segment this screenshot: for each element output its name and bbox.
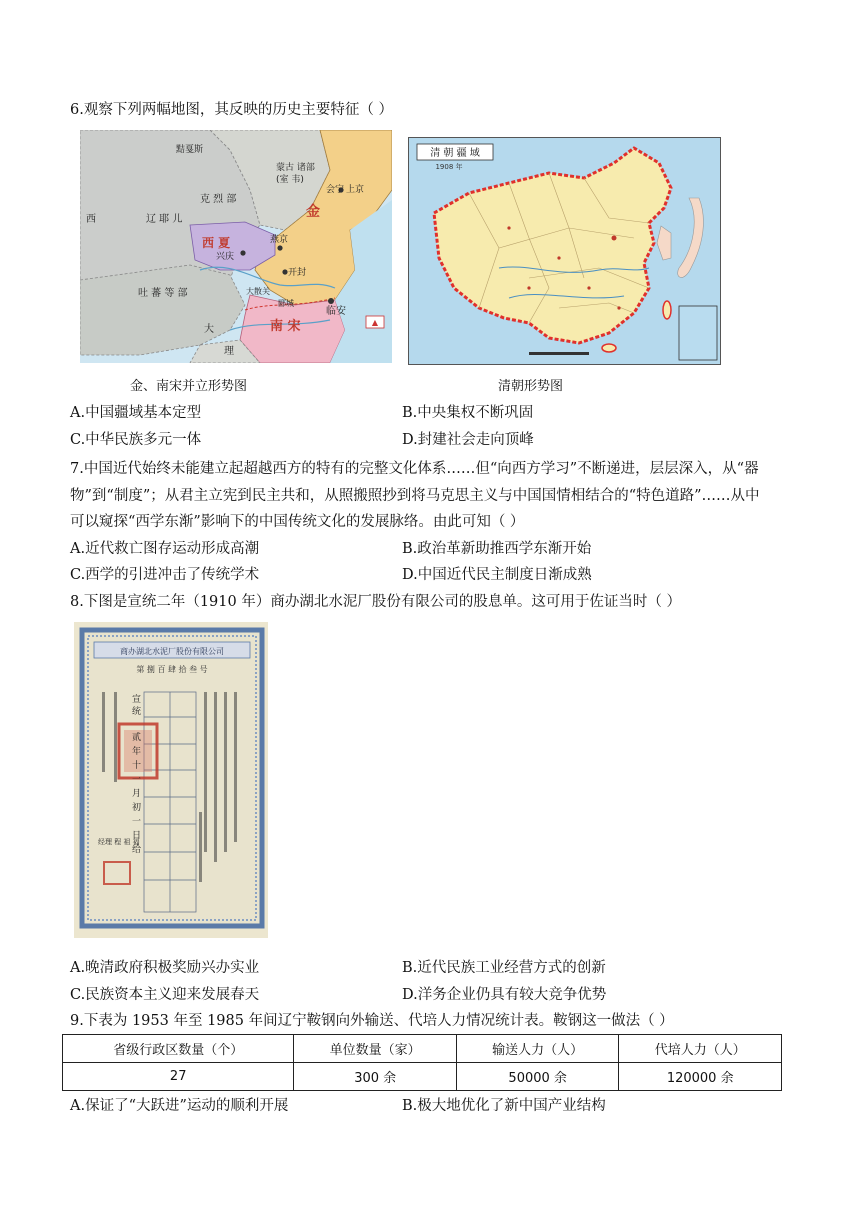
cert-date-6: 月 bbox=[132, 789, 142, 799]
q6-option-c[interactable]: C.中华民族多元一体 bbox=[70, 432, 202, 448]
q8-stem: 8.下图是宣统二年（1910 年）商办湖北水泥厂股份有限公司的股息单。这可用于佐证当时（ ） bbox=[70, 594, 681, 610]
cert-date-10: 给 bbox=[132, 845, 142, 855]
label-xingqing: 兴庆 bbox=[216, 252, 235, 262]
qing-map-title: 清 朝 疆 域 bbox=[430, 148, 480, 159]
table-cell: 300 余 bbox=[294, 1063, 457, 1091]
table-header-row bbox=[63, 1035, 782, 1063]
label-xi: 西 bbox=[86, 214, 96, 225]
cert-date-5: 一 bbox=[132, 775, 142, 785]
label-qucheng: 郾城 bbox=[278, 299, 294, 308]
label-linan: 临安 bbox=[326, 306, 346, 317]
table-header-cell: 单位数量（家） bbox=[294, 1035, 457, 1063]
label-tubo: 吐 蕃 等 部 bbox=[138, 288, 188, 299]
q6-option-a[interactable]: A.中国疆域基本定型 bbox=[70, 405, 202, 421]
cert-date-0: 宣 bbox=[132, 695, 142, 705]
table-cell: 50000 余 bbox=[456, 1063, 619, 1091]
q7-stem-line3: 可以窥探“西学东渐”影响下的中国传统文化的发展脉络。由此可知（ ） bbox=[70, 514, 525, 530]
certificate-header: 商办湖北水泥厂股份有限公司 bbox=[120, 647, 224, 656]
table-header-cell: 省级行政区数量（个） bbox=[63, 1035, 294, 1063]
q9-stats-table bbox=[62, 1034, 782, 1091]
label-xiliaoer: 辽 耶 儿 bbox=[146, 214, 183, 225]
q7-option-b[interactable]: B.政治革新助推西学东渐开始 bbox=[402, 541, 592, 557]
cert-date-9: 日 bbox=[132, 831, 142, 841]
table-header-cell: 输送人力（人） bbox=[456, 1035, 619, 1063]
cert-date-2: 贰 bbox=[132, 733, 142, 743]
map-jin-song bbox=[80, 130, 392, 363]
cert-date-4: 十 bbox=[132, 761, 142, 771]
q6-option-d[interactable]: D.封建社会走向顶峰 bbox=[402, 432, 534, 448]
cert-date-1: 统 bbox=[132, 707, 142, 717]
table-cell: 120000 余 bbox=[619, 1063, 782, 1091]
dividend-certificate bbox=[74, 622, 268, 938]
map-left-caption: 金、南宋并立形势图 bbox=[130, 379, 248, 394]
label-yanjing: 燕京 bbox=[270, 235, 289, 245]
certificate-subheader: 第 捌 百 肆 拾 叁 号 bbox=[136, 665, 208, 674]
q9-option-a[interactable]: A.保证了“大跃进”运动的顺利开展 bbox=[70, 1098, 289, 1114]
table-cell: 27 bbox=[63, 1063, 294, 1091]
certificate-signature: 经理 程 祖 福 bbox=[98, 838, 140, 846]
table-row bbox=[63, 1063, 782, 1091]
label-li: 理 bbox=[224, 346, 234, 357]
cert-date-3: 年 bbox=[132, 747, 142, 757]
q7-stem-line2: 物”到“制度”；从君主立宪到民主共和，从照搬照抄到将马克思主义与中国国情相结合的“特色道路”……从中 bbox=[70, 488, 760, 504]
label-jin: 金 bbox=[306, 204, 320, 220]
svg-text:▲: ▲ bbox=[371, 318, 379, 327]
label-shangjing: 上京 bbox=[346, 185, 365, 195]
cert-date-8: 一 bbox=[132, 817, 142, 827]
q6-stem: 6.观察下列两幅地图，其反映的历史主要特征（ ） bbox=[70, 102, 393, 118]
q8-option-d[interactable]: D.洋务企业仍具有较大竞争优势 bbox=[402, 987, 607, 1003]
label-shiwei: (室 韦) bbox=[276, 175, 304, 185]
q9-stem: 9.下表为 1953 年至 1985 年间辽宁鞍钢向外输送、代培人力情况统计表。鞍钢这一做法（ ） bbox=[70, 1013, 674, 1029]
q9-option-b[interactable]: B.极大地优化了新中国产业结构 bbox=[402, 1098, 606, 1114]
label-kaifeng: 开封 bbox=[288, 268, 307, 278]
q8-option-b[interactable]: B.近代民族工业经营方式的创新 bbox=[402, 960, 606, 976]
map-qing bbox=[408, 137, 721, 365]
q7-stem-line1: 7.中国近代始终未能建立起超越西方的特有的完整文化体系……但“向西方学习”不断递进，层层深入，从“器 bbox=[70, 461, 759, 477]
cert-date-7: 初 bbox=[132, 803, 142, 813]
label-huining: 会宁 bbox=[326, 185, 345, 195]
q7-option-c[interactable]: C.西学的引进冲击了传统学术 bbox=[70, 567, 260, 583]
q6-option-b[interactable]: B.中央集权不断巩固 bbox=[402, 405, 534, 421]
map-right-caption: 清朝形势图 bbox=[498, 379, 564, 394]
q8-option-a[interactable]: A.晚清政府积极奖励兴办实业 bbox=[70, 960, 260, 976]
label-menggu: 蒙古 诸部 bbox=[276, 163, 315, 173]
q7-option-a[interactable]: A.近代救亡图存运动形成高潮 bbox=[70, 541, 260, 557]
table-header-cell: 代培人力（人） bbox=[619, 1035, 782, 1063]
qing-map-year: 1908 年 bbox=[435, 163, 463, 171]
q8-option-c[interactable]: C.民族资本主义迎来发展春天 bbox=[70, 987, 260, 1003]
label-dasan: 大散关 bbox=[246, 287, 270, 296]
label-xiajiasi: 黠戛斯 bbox=[176, 145, 204, 155]
label-da: 大 bbox=[204, 324, 214, 335]
q7-option-d[interactable]: D.中国近代民主制度日渐成熟 bbox=[402, 567, 592, 583]
label-nansong: 南 宋 bbox=[270, 319, 301, 334]
label-kelie: 克 烈 部 bbox=[200, 194, 237, 205]
label-xixia: 西 夏 bbox=[202, 236, 231, 250]
